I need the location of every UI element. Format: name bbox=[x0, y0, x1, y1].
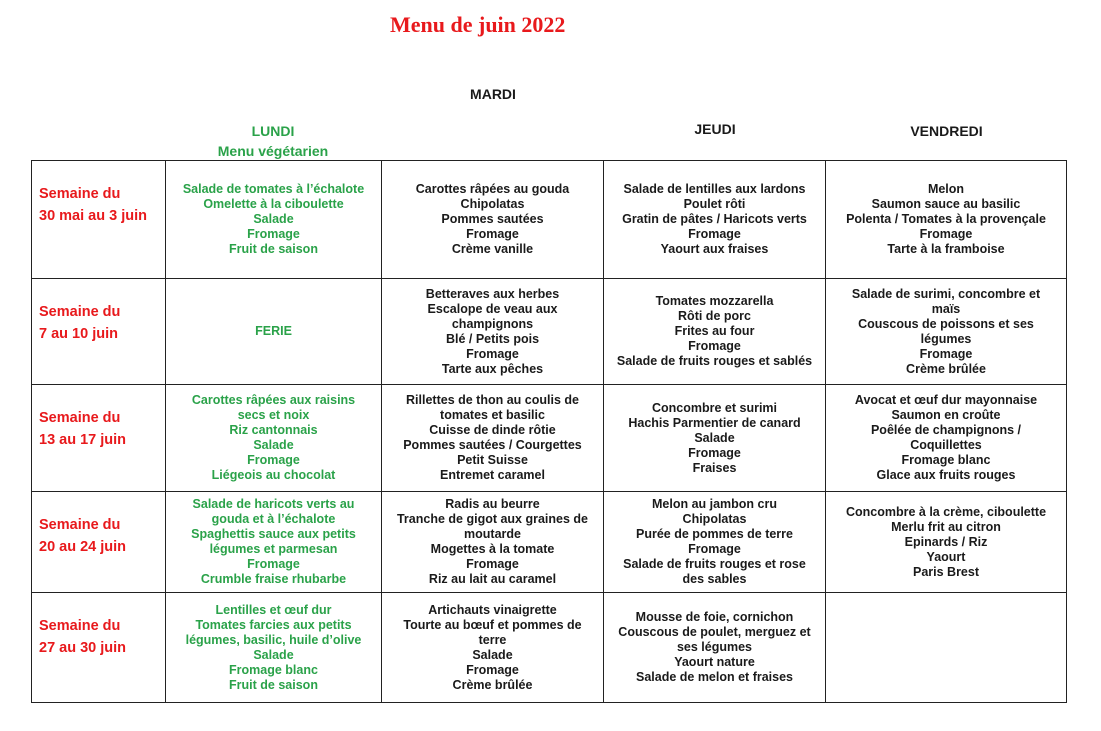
week-row bbox=[32, 161, 1067, 279]
dish: Rillettes de thon au coulis de bbox=[406, 393, 579, 407]
dish: Betteraves aux herbes bbox=[425, 286, 560, 301]
week-label bbox=[32, 385, 166, 492]
dish: Yaourt aux fraises bbox=[660, 242, 769, 256]
dish: Chipolatas bbox=[460, 197, 525, 211]
dish: Omelette à la ciboulette bbox=[203, 197, 344, 211]
dish: Fromage bbox=[247, 453, 300, 467]
dish: Fromage bbox=[466, 557, 519, 571]
dish: terre bbox=[478, 632, 507, 647]
dish: Salade de fruits rouges et rose bbox=[623, 557, 806, 571]
dish: Salade de melon et fraises bbox=[635, 670, 793, 684]
dish: Merlu frit au citron bbox=[891, 519, 1001, 534]
week-label bbox=[32, 492, 166, 593]
header-lundi bbox=[165, 121, 381, 161]
dish: Crumble fraise rhubarbe bbox=[200, 572, 347, 586]
dish: Carottes râpées au gouda bbox=[415, 182, 570, 196]
dish: Fruit de saison bbox=[229, 677, 318, 692]
dish: tomates et basilic bbox=[440, 408, 545, 422]
dish: Fruit de saison bbox=[229, 242, 318, 256]
dish: Frites au four bbox=[674, 324, 755, 338]
dish: Fromage bbox=[466, 662, 519, 677]
dish: Gratin de pâtes / Haricots verts bbox=[622, 212, 807, 226]
dish: Spaghettis sauce aux petits bbox=[191, 527, 356, 541]
dish: Yaourt nature bbox=[674, 655, 755, 669]
dish: Poulet rôti bbox=[683, 197, 746, 211]
header-lundi-subtitle: Menu végétarien bbox=[217, 143, 329, 159]
menu-cell-mardi bbox=[382, 279, 604, 385]
dish: Concombre et surimi bbox=[651, 400, 778, 415]
week-label-line: 30 mai au 3 juin bbox=[39, 208, 147, 224]
dish: Fromage bbox=[466, 227, 519, 241]
week-label bbox=[32, 593, 166, 703]
dish: Fromage bbox=[688, 542, 741, 556]
dish: Artichauts vinaigrette bbox=[428, 602, 557, 617]
week-label bbox=[32, 279, 166, 385]
dish: Petit Suisse bbox=[457, 453, 528, 467]
dish: légumes bbox=[920, 331, 972, 346]
week-label-line: Semaine du bbox=[39, 618, 121, 634]
dish: Fromage bbox=[466, 346, 519, 361]
dish: Coquillettes bbox=[910, 438, 982, 452]
dish: Concombre à la crème, ciboulette bbox=[845, 504, 1047, 519]
dish: Avocat et œuf dur mayonnaise bbox=[854, 393, 1038, 407]
dish: Salade bbox=[253, 647, 294, 662]
menu-cell-jeudi bbox=[604, 279, 826, 385]
week-row bbox=[32, 593, 1067, 703]
dish: Fromage bbox=[919, 346, 973, 361]
dish: Entremet caramel bbox=[440, 468, 545, 482]
dish: Salade de surimi, concombre et bbox=[851, 286, 1041, 301]
week-row bbox=[32, 492, 1067, 593]
dish: Salade de lentilles aux lardons bbox=[623, 182, 806, 196]
menu-cell-mardi bbox=[382, 593, 604, 703]
menu-cell-vendredi bbox=[826, 593, 1067, 703]
dish: Melon bbox=[927, 182, 965, 196]
dish: Liégeois au chocolat bbox=[211, 468, 336, 482]
week-label-line: Semaine du bbox=[39, 410, 121, 426]
menu-cell-lundi bbox=[166, 279, 382, 385]
dish: maïs bbox=[931, 301, 961, 316]
menu-cell-vendredi bbox=[826, 161, 1067, 279]
dish: Fromage bbox=[247, 227, 300, 241]
dish: Chipolatas bbox=[682, 512, 747, 526]
dish: légumes et parmesan bbox=[209, 542, 338, 556]
dish: Fraises bbox=[692, 460, 737, 475]
week-row bbox=[32, 279, 1067, 385]
dish: Salade de haricots verts au bbox=[192, 497, 355, 511]
dish: Glace aux fruits rouges bbox=[876, 468, 1016, 482]
dish: Paris Brest bbox=[912, 564, 979, 579]
menu-cell-vendredi bbox=[826, 279, 1067, 385]
dish: Carottes râpées aux raisins bbox=[191, 393, 356, 407]
dish: Tomates mozzarella bbox=[655, 294, 774, 308]
week-label-line: 27 au 30 juin bbox=[39, 640, 127, 656]
dish: Cuisse de dinde rôtie bbox=[429, 423, 556, 437]
dish: Crème brûlée bbox=[906, 361, 986, 376]
dish: Polenta / Tomates à la provençale bbox=[846, 212, 1046, 226]
dish: Tourte au bœuf et pommes de bbox=[403, 617, 582, 632]
dish: ses légumes bbox=[676, 640, 753, 654]
header-vendredi: VENDREDI bbox=[910, 123, 983, 139]
menu-cell-jeudi bbox=[604, 492, 826, 593]
dish: Salade de tomates à l’échalote bbox=[182, 182, 365, 196]
dish: Riz au lait au caramel bbox=[428, 572, 557, 586]
menu-cell-jeudi bbox=[604, 385, 826, 492]
dish: Fromage bbox=[688, 227, 741, 241]
menu-table bbox=[31, 160, 1067, 703]
menu-cell-jeudi bbox=[604, 593, 826, 703]
week-label-line: Semaine du bbox=[39, 517, 121, 533]
menu-cell-lundi bbox=[166, 593, 382, 703]
dish: Couscous de poissons et ses bbox=[858, 316, 1034, 331]
dish: Fromage blanc bbox=[229, 662, 318, 677]
dish: des sables bbox=[682, 572, 747, 586]
week-row bbox=[32, 385, 1067, 492]
dish: Mogettes à la tomate bbox=[430, 542, 555, 556]
dish: Saumon en croûte bbox=[891, 408, 1001, 422]
dish: Tarte à la framboise bbox=[887, 242, 1005, 256]
dish: Epinards / Riz bbox=[904, 534, 988, 549]
dish: Fromage bbox=[688, 445, 741, 460]
menu-cell-mardi bbox=[382, 385, 604, 492]
week-label-line: Semaine du bbox=[39, 304, 121, 320]
dish: Escalope de veau aux bbox=[427, 301, 558, 316]
dish: Riz cantonnais bbox=[229, 423, 318, 437]
page-title: Menu de juin 2022 bbox=[390, 12, 566, 37]
header-mardi: MARDI bbox=[470, 86, 516, 102]
dish: Tarte aux pêches bbox=[441, 361, 544, 376]
week-label bbox=[32, 161, 166, 279]
dish: Blé / Petits pois bbox=[445, 331, 540, 346]
dish: Crème brûlée bbox=[452, 677, 533, 692]
dish: Pommes sautées bbox=[441, 212, 544, 226]
menu-cell-vendredi bbox=[826, 492, 1067, 593]
week-label-line: 13 au 17 juin bbox=[39, 432, 127, 448]
menu-cell-mardi bbox=[382, 492, 604, 593]
dish: Rôti de porc bbox=[678, 309, 751, 323]
dish: gouda et à l’échalote bbox=[211, 512, 336, 526]
dish: Melon au jambon cru bbox=[651, 497, 777, 511]
dish: Radis au beurre bbox=[445, 497, 540, 511]
dish: Lentilles et œuf dur bbox=[215, 602, 332, 617]
dish: champignons bbox=[451, 316, 534, 331]
dish: Mousse de foie, cornichon bbox=[635, 610, 794, 624]
header-lundi-label: LUNDI bbox=[251, 123, 295, 139]
menu-cell-mardi bbox=[382, 161, 604, 279]
week-label-line: Semaine du bbox=[39, 186, 121, 202]
header-jeudi: JEUDI bbox=[694, 121, 736, 137]
dish: Purée de pommes de terre bbox=[635, 527, 793, 541]
dish: secs et noix bbox=[237, 408, 310, 422]
week-label-line: 7 au 10 juin bbox=[39, 326, 118, 342]
dish: Fromage blanc bbox=[901, 453, 991, 467]
dish: Yaourt bbox=[926, 549, 966, 564]
dish: Fromage bbox=[247, 557, 300, 571]
dish: moutarde bbox=[464, 527, 521, 541]
dish: Tranche de gigot aux graines de bbox=[396, 512, 589, 526]
dish: légumes, basilic, huile d’olive bbox=[185, 632, 362, 647]
dish: Salade bbox=[253, 212, 294, 226]
dish: Saumon sauce au basilic bbox=[871, 197, 1021, 211]
menu-cell-lundi bbox=[166, 385, 382, 492]
menu-cell-jeudi bbox=[604, 161, 826, 279]
week-label-line: 20 au 24 juin bbox=[39, 539, 127, 555]
dish: Salade bbox=[253, 438, 294, 452]
dish: Fromage bbox=[919, 227, 973, 241]
dish: Couscous de poulet, merguez et bbox=[618, 625, 811, 639]
dish: Crème vanille bbox=[451, 242, 534, 256]
dish: Poêlée de champignons / bbox=[870, 423, 1022, 437]
dish: Salade de fruits rouges et sablés bbox=[616, 354, 813, 368]
menu-cell-lundi bbox=[166, 161, 382, 279]
menu-cell-vendredi bbox=[826, 385, 1067, 492]
dish: FERIE bbox=[255, 324, 292, 338]
dish: Salade bbox=[694, 430, 735, 445]
menu-cell-lundi bbox=[166, 492, 382, 593]
dish: Salade bbox=[472, 647, 513, 662]
dish: Tomates farcies aux petits bbox=[195, 617, 352, 632]
dish: Hachis Parmentier de canard bbox=[628, 415, 801, 430]
dish: Fromage bbox=[688, 339, 741, 353]
dish: Pommes sautées / Courgettes bbox=[403, 438, 582, 452]
